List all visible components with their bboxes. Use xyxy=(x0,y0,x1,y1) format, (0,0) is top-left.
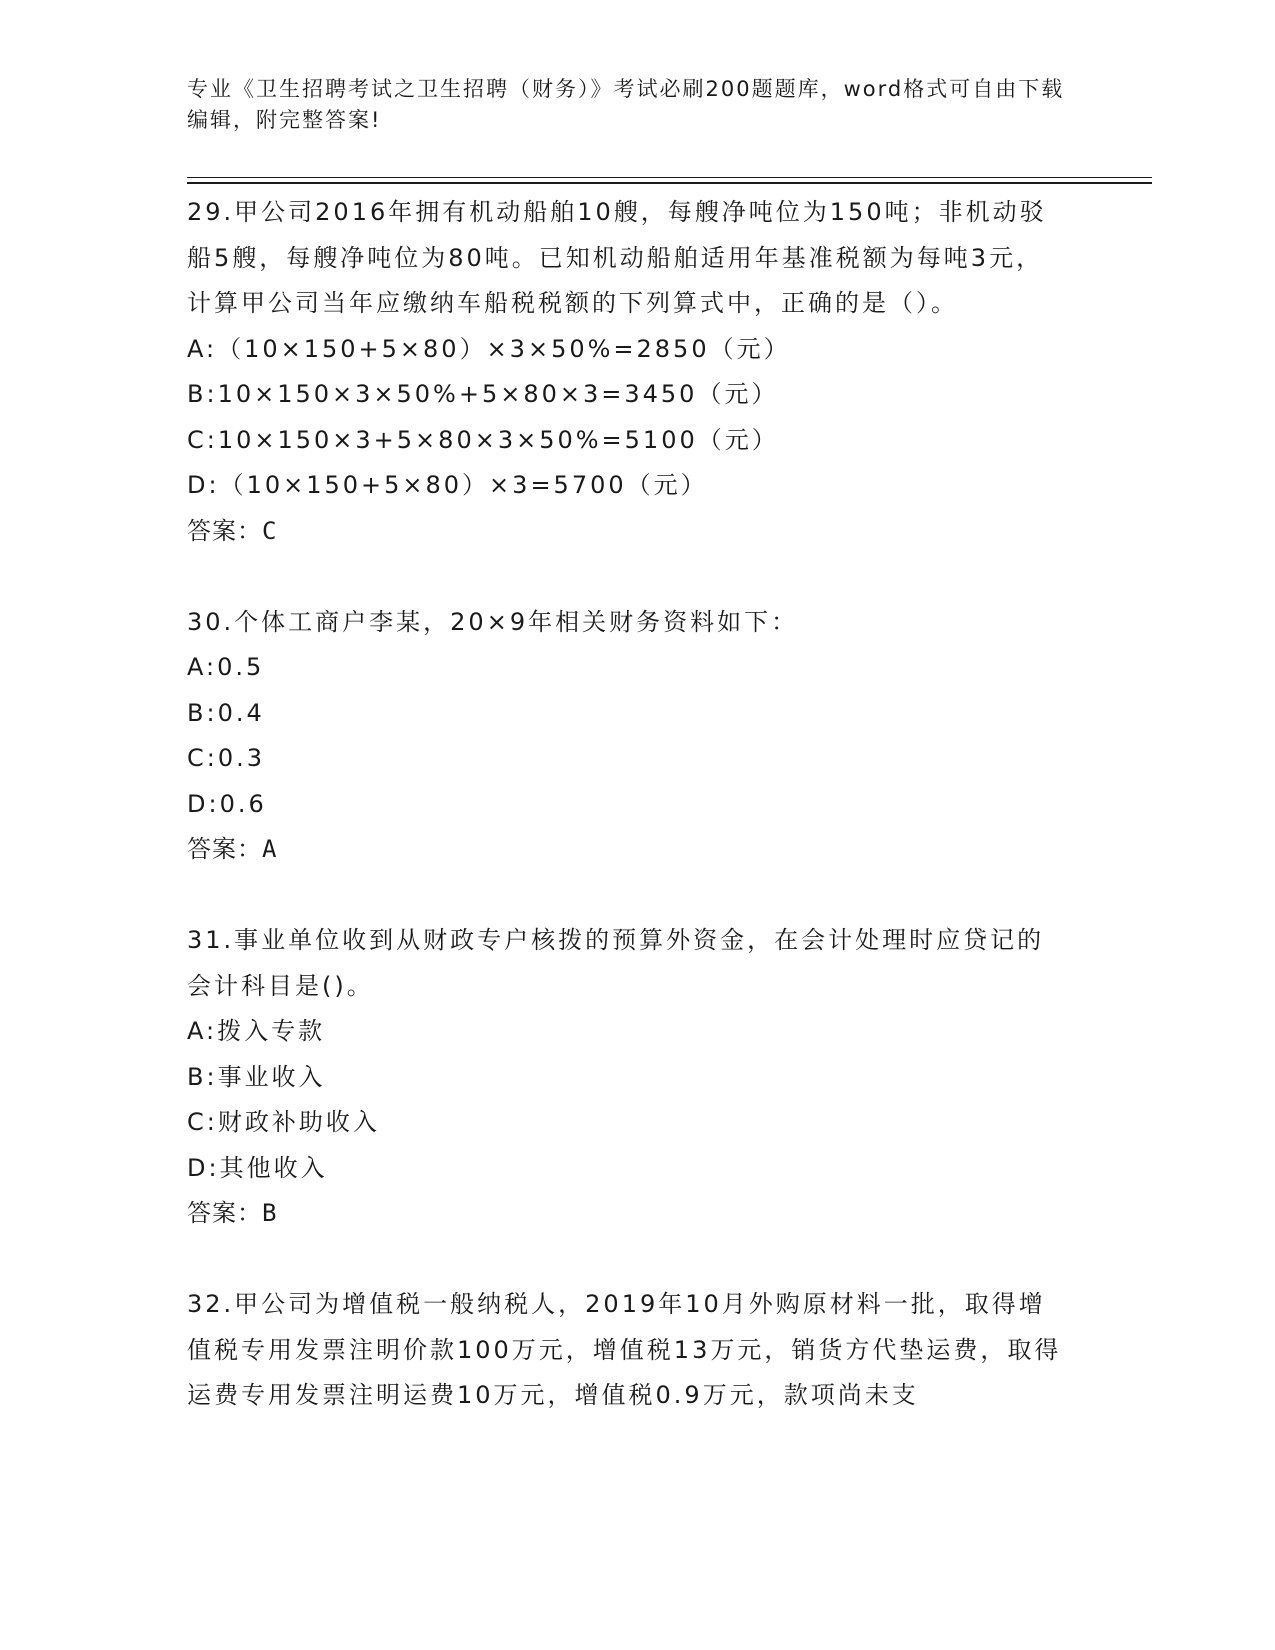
option-key: D: xyxy=(187,789,220,818)
spacer xyxy=(187,1237,1067,1283)
option-text: （10×150+5×80）×3=5700（元） xyxy=(219,471,708,499)
option-key: C: xyxy=(187,744,218,772)
option-key: D: xyxy=(187,471,220,499)
spacer xyxy=(187,554,1067,600)
option-text: 10×150×3+5×80×3×50%=5100（元） xyxy=(217,425,779,454)
option-text: 10×150×3×50%+5×80×3=3450（元） xyxy=(217,380,779,408)
option-key: C: xyxy=(187,1108,218,1136)
option-c xyxy=(187,1100,1067,1146)
option-key: A: xyxy=(187,334,218,363)
answer-label: 答案：C xyxy=(187,516,278,545)
option-b xyxy=(187,691,1067,737)
question-32 xyxy=(187,1282,1067,1419)
option-text: 0.5 xyxy=(217,653,265,681)
question-stem: 30.个体工商户李某，20×9年相关财务资料如下： xyxy=(187,607,799,636)
question-30 xyxy=(187,600,1067,873)
option-a xyxy=(187,327,1067,373)
option-key: C: xyxy=(187,425,218,454)
option-text: 0.4 xyxy=(217,698,265,727)
question-29 xyxy=(187,190,1067,554)
question-31 xyxy=(187,918,1067,1237)
document-header: 专业《卫生招聘考试之卫生招聘（财务）》考试必刷200题题库，word格式可自由下载编辑，附完整答案! xyxy=(187,77,1065,132)
header-rule-thick xyxy=(187,182,1152,184)
option-text: 事业收入 xyxy=(217,1062,326,1091)
option-text: 拨入专款 xyxy=(217,1017,326,1045)
answer-label: 答案：A xyxy=(187,835,278,863)
option-text: 0.3 xyxy=(217,744,266,772)
option-b xyxy=(187,1055,1067,1101)
option-d xyxy=(187,463,1067,509)
option-d xyxy=(187,1146,1067,1192)
option-key: B: xyxy=(187,380,218,408)
option-key: B: xyxy=(187,698,218,727)
option-key: D: xyxy=(187,1153,220,1182)
option-text: 0.6 xyxy=(219,789,267,818)
option-c xyxy=(187,418,1067,464)
option-key: A: xyxy=(187,1017,218,1045)
option-key: A: xyxy=(187,653,218,681)
option-text: 财政补助收入 xyxy=(217,1108,380,1136)
option-text: 其他收入 xyxy=(219,1153,328,1182)
option-a xyxy=(187,1009,1067,1055)
answer-label: 答案：B xyxy=(187,1199,278,1227)
option-c xyxy=(187,736,1067,782)
header-rule-thin xyxy=(187,177,1152,178)
option-text: （10×150+5×80）×3×50%=2850（元） xyxy=(217,334,791,363)
option-b xyxy=(187,372,1067,418)
spacer xyxy=(187,873,1067,919)
question-list xyxy=(187,190,1067,1419)
option-a xyxy=(187,645,1067,691)
question-stem: 29.甲公司2016年拥有机动船舶10艘，每艘净吨位为150吨；非机动驳船5艘，每艘净吨位为80吨。已知机动船舶适用年基准税额为每吨3元，计算甲公司当年应缴纳车船税税额的下列算式中，正确的是（）。 xyxy=(187,198,1047,317)
option-d xyxy=(187,782,1067,828)
question-stem: 31.事业单位收到从财政专户核拨的预算外资金，在会计处理时应贷记的会计科目是()。 xyxy=(187,926,1045,1000)
option-key: B: xyxy=(187,1062,218,1091)
question-stem: 32.甲公司为增值税一般纳税人，2019年10月外购原材料一批，取得增值税专用发票注明价款100万元，增值税13万元，销货方代垫运费，取得运费专用发票注明运费10万元，增值税0.9万元，款项尚未支 xyxy=(187,1290,1062,1409)
